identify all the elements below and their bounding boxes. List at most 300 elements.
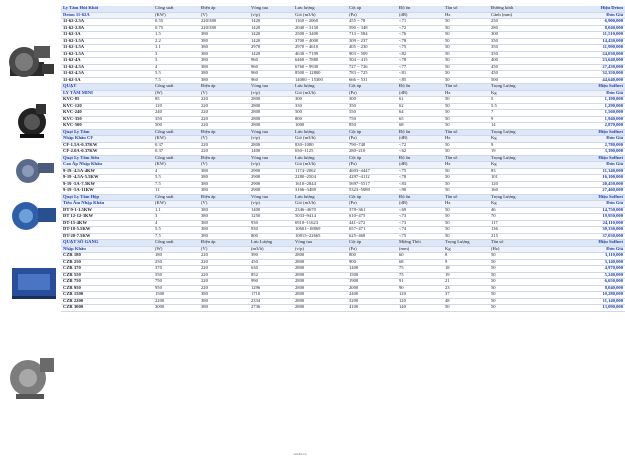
cell-price: 8,040,000 xyxy=(539,285,625,292)
cell-freq: 50 xyxy=(443,64,489,71)
cell-rpm: 2736 xyxy=(249,305,293,312)
cell-noise: <81 xyxy=(397,71,443,78)
cell-noise: 61 xyxy=(397,97,443,104)
cell-model: DT-15-4KW xyxy=(61,220,153,227)
cell-price: Hiệu Soffnet xyxy=(539,129,625,136)
cell-freq: 50 xyxy=(443,142,489,149)
cell-noise: <76 xyxy=(397,32,443,39)
cell-power: 3 xyxy=(153,58,199,65)
cell-voltage: 220 xyxy=(199,116,249,123)
cell-rpm: 800 xyxy=(249,233,293,240)
cell-price: 23,640,000 xyxy=(539,58,625,65)
cell-pressure: 1900 xyxy=(347,279,397,286)
cell-voltage: 380 xyxy=(199,305,249,312)
cell-model: Nhập Khẩu xyxy=(61,246,153,253)
cell-flow: 2800 xyxy=(293,259,347,266)
cell-noise: <78 xyxy=(397,175,443,182)
cell-flow: 2800 xyxy=(293,285,347,292)
cell-power: 240 xyxy=(153,110,199,117)
cell-power: 0.75 xyxy=(153,25,199,32)
cell-pressure: 504 ~ 415 xyxy=(347,58,397,65)
cell-power: (KW) xyxy=(153,201,199,208)
cell-extra: 350 xyxy=(489,51,539,58)
cell-power: 5.5 xyxy=(153,175,199,182)
cell-pressure: (Pa) xyxy=(347,136,397,143)
cell-rpm: 1400 xyxy=(249,149,293,156)
cell-noise: Độ ồn xyxy=(397,155,443,162)
cell-freq: Hz xyxy=(443,201,489,208)
cell-noise: (mm) xyxy=(397,246,443,253)
cell-extra: 46 xyxy=(489,207,539,214)
cell-power: 350 xyxy=(153,116,199,123)
cell-voltage: 220 xyxy=(199,266,249,273)
cell-power: 7.5 xyxy=(153,77,199,84)
cell-model: 11-62-3.5A xyxy=(61,51,153,58)
cell-freq: 50 xyxy=(443,110,489,117)
cell-power: 5.5 xyxy=(153,227,199,234)
cell-freq: Trọng Lượng xyxy=(443,240,489,247)
cell-freq: 50 xyxy=(443,123,489,130)
cell-extra: Kg xyxy=(489,136,539,143)
cell-freq: 50 xyxy=(443,168,489,175)
cell-pressure: 783 ~ 725 xyxy=(347,71,397,78)
cell-voltage: Điện áp xyxy=(199,240,249,247)
cell-model: DT 12-12-3KW xyxy=(61,214,153,221)
cell-freq: Kg xyxy=(443,246,489,253)
cell-noise: Độ ồn xyxy=(397,6,443,12)
cell-flow: 8500 ~ 12800 xyxy=(293,71,347,78)
cell-rpm: (v/p) xyxy=(249,90,293,97)
cell-voltage: 220/380 xyxy=(199,19,249,26)
cell-price: 5,240,000 xyxy=(539,272,625,279)
cell-flow: Gió (m3/h) xyxy=(293,136,347,143)
cell-power: (KW) xyxy=(153,162,199,169)
cell-freq: Tần số xyxy=(443,194,489,201)
cell-power: Công suất xyxy=(153,84,199,91)
cell-flow: 2800 xyxy=(293,292,347,299)
cell-price: Hiệu Soffnet xyxy=(539,84,625,91)
cell-model: 11-62-4.5A xyxy=(61,71,153,78)
cell-flow: 14000 ~ 15300 xyxy=(293,77,347,84)
cell-rpm: 930 xyxy=(249,227,293,234)
cell-price: 32,350,000 xyxy=(539,71,625,78)
cell-pressure: (Pa) xyxy=(347,12,397,19)
cell-rpm: 2900 xyxy=(249,181,293,188)
cell-extra: 19 xyxy=(489,149,539,156)
cell-voltage: Điện áp xyxy=(199,155,249,162)
cell-power: 7.5 xyxy=(153,181,199,188)
cell-pressure: (Pa) xyxy=(347,162,397,169)
cell-power: 4 xyxy=(153,168,199,175)
cell-noise: 64 xyxy=(397,110,443,117)
cell-model: Tiêu Âm Nhập Khẩu xyxy=(61,201,153,208)
cell-model: QUẠT xyxy=(61,84,153,91)
cell-pressure: 5697~5517 xyxy=(347,181,397,188)
cell-noise: (dB) xyxy=(397,12,443,19)
cell-noise: 60 xyxy=(397,253,443,260)
cell-pressure: Cột áp xyxy=(347,84,397,91)
cell-freq: Hz xyxy=(443,12,489,19)
cell-power: 370 xyxy=(153,266,199,273)
smoke-fan-image xyxy=(2,40,58,84)
cell-freq: 9 xyxy=(443,259,489,266)
cell-freq: 50 xyxy=(443,77,489,84)
cell-model: Ly Tâm Hút Khói xyxy=(61,6,153,12)
cell-rpm: 630 xyxy=(249,266,293,273)
cell-extra: Cánh (mm) xyxy=(489,12,539,19)
cell-model: 9-19 -5A-11KW xyxy=(61,188,153,195)
cell-flow: 2800 xyxy=(293,279,347,286)
cell-voltage: 380 xyxy=(199,188,249,195)
cell-price: Đơn Giá xyxy=(539,136,625,143)
cell-pressure: 550 xyxy=(347,110,397,117)
cell-freq: 50 xyxy=(443,305,489,312)
cell-noise: 120 xyxy=(397,292,443,299)
cell-rpm: (m3/h) xyxy=(249,246,293,253)
cell-flow: 5033~9414 xyxy=(293,214,347,221)
cell-power: 500 xyxy=(153,123,199,130)
cell-voltage: (V) xyxy=(199,136,249,143)
cell-rpm: 960 xyxy=(249,71,293,78)
cell-voltage: 380 xyxy=(199,298,249,305)
cell-voltage: 220 xyxy=(199,103,249,110)
cell-voltage: 380 xyxy=(199,214,249,221)
cell-model: CZR 370 xyxy=(61,266,153,273)
cell-pressure: 378~361 xyxy=(347,207,397,214)
cell-model: DT-20-7.5KW xyxy=(61,233,153,240)
cell-extra: 160 xyxy=(489,188,539,195)
cell-extra: 9 xyxy=(489,116,539,123)
cell-freq: 50 xyxy=(443,103,489,110)
cell-model: CZR 750 xyxy=(61,279,153,286)
cell-price: Đơn Giá xyxy=(539,12,625,19)
cell-noise: <62 xyxy=(397,149,443,156)
cell-rpm: 2800 xyxy=(249,110,293,117)
cell-noise: Độ ồn xyxy=(397,194,443,201)
cell-price: 37,030,000 xyxy=(539,233,625,240)
cell-flow: 650~1125 xyxy=(293,149,347,156)
cell-freq: 50 xyxy=(443,45,489,52)
cell-voltage: 380 xyxy=(199,227,249,234)
cell-model: 11-62-3.5A xyxy=(61,38,153,45)
cell-power: 5.5 xyxy=(153,71,199,78)
cell-power: 2.2 xyxy=(153,38,199,45)
cell-noise: <73 xyxy=(397,214,443,221)
cell-flow: 6460 ~ 7880 xyxy=(293,58,347,65)
cell-flow: (v/p) xyxy=(293,246,347,253)
cell-power: Công suất xyxy=(153,194,199,201)
cell-extra: 215 xyxy=(489,233,539,240)
cell-model: 11-62-4.5A xyxy=(61,64,153,71)
cell-model: DT-18-5.5KW xyxy=(61,227,153,234)
cell-power: Công suất xyxy=(153,6,199,12)
cell-noise: 65 xyxy=(397,116,443,123)
cell-pressure: 4100 xyxy=(347,305,397,312)
cell-noise: 120 xyxy=(397,298,443,305)
cell-freq: 50 xyxy=(443,188,489,195)
cell-extra: 50 xyxy=(489,305,539,312)
cell-flow: 1000 xyxy=(293,123,347,130)
cell-power: 1500 xyxy=(153,292,199,299)
cell-price: 11,510,000 xyxy=(539,32,625,39)
cell-noise: 62 xyxy=(397,103,443,110)
cell-flow: 3166~3488 xyxy=(293,188,347,195)
cell-noise: <75 xyxy=(397,233,443,240)
cell-model: CZR 180 xyxy=(61,253,153,260)
cell-voltage: 380 xyxy=(199,207,249,214)
cell-extra: 450 xyxy=(489,71,539,78)
cell-model: KVC-500 xyxy=(61,123,153,130)
cell-freq: 50 xyxy=(443,181,489,188)
cell-extra: Kg xyxy=(489,201,539,208)
cell-flow: Lưu lượng xyxy=(293,194,347,201)
cell-power: 550 xyxy=(153,272,199,279)
cell-voltage: 380 xyxy=(199,181,249,188)
cell-flow: 4630 ~ 7199 xyxy=(293,51,347,58)
cell-extra: 300 xyxy=(489,32,539,39)
cell-pressure: 300 xyxy=(347,97,397,104)
cabinet-fan-image xyxy=(8,262,60,302)
cell-rpm: 450 xyxy=(249,259,293,266)
cell-price: Đơn Giá xyxy=(539,201,625,208)
cell-price: 3,140,000 xyxy=(539,259,625,266)
cell-flow: Vòng tua xyxy=(293,240,347,247)
cell-model: 9-19 -4.5A-5.5KW xyxy=(61,175,153,182)
cell-price: 3,390,000 xyxy=(539,149,625,156)
cell-pressure: 625~468 xyxy=(347,233,397,240)
cell-price: 27,460,000 xyxy=(539,188,625,195)
cell-extra: 117 xyxy=(489,220,539,227)
cell-price: 8,040,000 xyxy=(539,25,625,32)
cell-rpm: 2900 xyxy=(249,175,293,182)
cell-voltage: 220 xyxy=(199,279,249,286)
cell-price: 19,950,000 xyxy=(539,214,625,221)
cell-power: Công suất xyxy=(153,129,199,136)
cell-freq: 8 xyxy=(443,253,489,260)
cell-flow: Gió (m3/h) xyxy=(293,12,347,19)
cell-price: 1,190,000 xyxy=(539,97,625,104)
cell-voltage: 380 xyxy=(199,64,249,71)
cell-price: 27,430,000 xyxy=(539,64,625,71)
cell-voltage: 380 xyxy=(199,233,249,240)
cell-power: 120 xyxy=(153,103,199,110)
cell-pressure: 2400 xyxy=(347,292,397,299)
cell-voltage: 220 xyxy=(199,253,249,260)
cell-power: Công suất xyxy=(153,240,199,247)
cell-voltage: (V) xyxy=(199,90,249,97)
cell-flow: Gió (m3/h) xyxy=(293,162,347,169)
cell-flow: 3700 ~ 4000 xyxy=(293,38,347,45)
cell-extra: 136 xyxy=(489,227,539,234)
cell-noise: (dB) xyxy=(397,136,443,143)
cell-price: 14,750,000 xyxy=(539,207,625,214)
cell-voltage: (V) xyxy=(199,246,249,253)
cell-noise: <75 xyxy=(397,168,443,175)
cell-price: 4,970,000 xyxy=(539,266,625,273)
cell-flow: 2346~4670 xyxy=(293,207,347,214)
cell-power: 950 xyxy=(153,285,199,292)
cell-pressure: 441~272 xyxy=(347,220,397,227)
cell-extra: Kg xyxy=(489,90,539,97)
cell-flow: Lưu lượng xyxy=(293,129,347,136)
cell-extra: 101 xyxy=(489,175,539,182)
cell-flow: 500 xyxy=(293,110,347,117)
cell-flow: 6760 ~ 9930 xyxy=(293,64,347,71)
cell-voltage: 220 xyxy=(199,285,249,292)
cell-flow: 10815~22665 xyxy=(293,233,347,240)
cell-power: (W) xyxy=(153,246,199,253)
cell-freq: 50 xyxy=(443,38,489,45)
cell-rpm: (v/p) xyxy=(249,162,293,169)
cell-voltage: (V) xyxy=(199,12,249,19)
cell-pressure: 3200 xyxy=(347,298,397,305)
cell-pressure: 900 xyxy=(347,259,397,266)
cell-extra: 350 xyxy=(489,45,539,52)
cell-model: 11-62-3A xyxy=(61,32,153,39)
cell-model: 11-62-3.5A xyxy=(61,45,153,52)
cell-freq: Tần số xyxy=(443,6,489,12)
cell-rpm: (v/p) xyxy=(249,201,293,208)
cell-extra: Kg xyxy=(489,162,539,169)
cell-flow: 830~1080 xyxy=(293,142,347,149)
cell-noise: 75 xyxy=(397,266,443,273)
cell-pressure: 4297~4112 xyxy=(347,175,397,182)
cell-price: 2,780,000 xyxy=(539,142,625,149)
cell-freq: 50 xyxy=(443,214,489,221)
cell-power: (KW) xyxy=(153,12,199,19)
cell-pressure: 903 ~ 509 xyxy=(347,51,397,58)
cell-price: Hiệu Soffnet xyxy=(539,155,625,162)
cell-pressure: 727 ~ 726 xyxy=(347,64,397,71)
cell-extra: 50 xyxy=(489,279,539,286)
cell-rpm: 960 xyxy=(249,64,293,71)
cell-model: 11-62-2.8A xyxy=(61,25,153,32)
cell-power: 3 xyxy=(153,51,199,58)
cell-freq: 50 xyxy=(443,227,489,234)
cell-model: QUẠT SÒ GANG xyxy=(61,240,153,247)
cell-voltage: 380 xyxy=(199,168,249,175)
cell-rpm: 1420 xyxy=(249,51,293,58)
cell-extra: 70 xyxy=(489,214,539,221)
cell-freq: 50 xyxy=(443,51,489,58)
cell-voltage: 220 xyxy=(199,110,249,117)
cell-power: 0.37 xyxy=(153,149,199,156)
cell-pressure: (Pa) xyxy=(347,90,397,97)
cell-power: 0.37 xyxy=(153,142,199,149)
cell-price: 13,090,000 xyxy=(539,305,625,312)
cell-price: 6,650,000 xyxy=(539,279,625,286)
cell-noise: <71 xyxy=(397,19,443,26)
cell-extra: 280 xyxy=(489,25,539,32)
cell-freq: Tần số xyxy=(443,155,489,162)
cell-power: 7.5 xyxy=(153,233,199,240)
cell-flow: 1174~2062 xyxy=(293,168,347,175)
cell-rpm: 2800 xyxy=(249,116,293,123)
cell-power: 250 xyxy=(153,259,199,266)
cell-power: 180 xyxy=(153,253,199,260)
cell-price: Hiệu Soffnet xyxy=(539,240,625,247)
cell-voltage: 380 xyxy=(199,71,249,78)
cell-freq: 37 xyxy=(443,292,489,299)
cell-noise: 75 xyxy=(397,272,443,279)
cell-noise: <73 xyxy=(397,220,443,227)
cell-flow: 2280~2504 xyxy=(293,175,347,182)
cell-model: LY TÂM MINI xyxy=(61,90,153,97)
cell-pressure: 309 ~ 237 xyxy=(347,38,397,45)
cell-rpm: 1400 xyxy=(249,207,293,214)
cell-pressure: 657~471 xyxy=(347,227,397,234)
cell-flow: 2800 xyxy=(293,272,347,279)
cell-price: 14,430,000 xyxy=(539,38,625,45)
cf-fan-image xyxy=(8,155,58,187)
cell-flow: 2970 ~ 4610 xyxy=(293,45,347,52)
cell-model: 11-62-4A xyxy=(61,58,153,65)
cell-power: 3000 xyxy=(153,305,199,312)
cell-rpm: 930 xyxy=(249,220,293,227)
cell-voltage: (V) xyxy=(199,162,249,169)
cell-rpm: 1420 xyxy=(249,19,293,26)
cell-pressure: 666 ~ 531 xyxy=(347,77,397,84)
cell-price: 6,900,000 xyxy=(539,19,625,26)
cell-voltage: 220 xyxy=(199,259,249,266)
cell-price: 11,140,000 xyxy=(539,298,625,305)
cell-pressure: 800 xyxy=(347,253,397,260)
cell-rpm: (v/p) xyxy=(249,136,293,143)
cell-price: 44,640,000 xyxy=(539,77,625,84)
cell-noise: 140 xyxy=(397,305,443,312)
cell-model: KVC-350 xyxy=(61,116,153,123)
cell-flow: Lưu lượng xyxy=(293,6,347,12)
cell-rpm: 2334 xyxy=(249,298,293,305)
cell-model: CZR 2200 xyxy=(61,298,153,305)
cell-noise: 68 xyxy=(397,123,443,130)
cell-price: 2,870,000 xyxy=(539,123,625,130)
cell-flow: 6910~11623 xyxy=(293,220,347,227)
cell-pressure: Cột áp xyxy=(347,155,397,162)
cell-extra: 50 xyxy=(489,272,539,279)
cell-flow: 2800 xyxy=(293,266,347,273)
cell-model: 11-62-2.5A xyxy=(61,19,153,26)
cell-noise: <83 xyxy=(397,181,443,188)
cell-extra: 9 xyxy=(489,142,539,149)
cell-extra: 83 xyxy=(489,168,539,175)
cell-extra: 450 xyxy=(489,64,539,71)
cell-flow: Gió (m3/h) xyxy=(293,90,347,97)
cell-pressure: Cột áp xyxy=(347,240,397,247)
cell-noise: 90 xyxy=(397,285,443,292)
cell-pressure: 1400 xyxy=(347,266,397,273)
cell-model: CZR 950 xyxy=(61,285,153,292)
cell-price: 3,110,000 xyxy=(539,253,625,260)
cell-rpm: 852 xyxy=(249,272,293,279)
cell-pressure: 350 xyxy=(347,103,397,110)
cell-noise: (dB) xyxy=(397,162,443,169)
cell-voltage: 380 xyxy=(199,220,249,227)
cell-voltage: 380 xyxy=(199,292,249,299)
cell-model: Cao Áp Nhập Khẩu xyxy=(61,162,153,169)
cell-model: CZR 550 xyxy=(61,272,153,279)
cell-price: 1,940,000 xyxy=(539,116,625,123)
cell-model: CF-2.0A-0.37KW xyxy=(61,149,153,156)
cell-noise: Miệng Thổi xyxy=(397,240,443,247)
footer-text: amobi.vn xyxy=(293,452,307,456)
cell-extra: Trọng Lượng xyxy=(489,129,539,136)
cell-rpm: Vòng tua xyxy=(249,6,293,12)
cell-rpm: 960 xyxy=(249,77,293,84)
cell-extra: 50 xyxy=(489,298,539,305)
cell-noise: <85 xyxy=(397,77,443,84)
cell-rpm: 2900 xyxy=(249,188,293,195)
